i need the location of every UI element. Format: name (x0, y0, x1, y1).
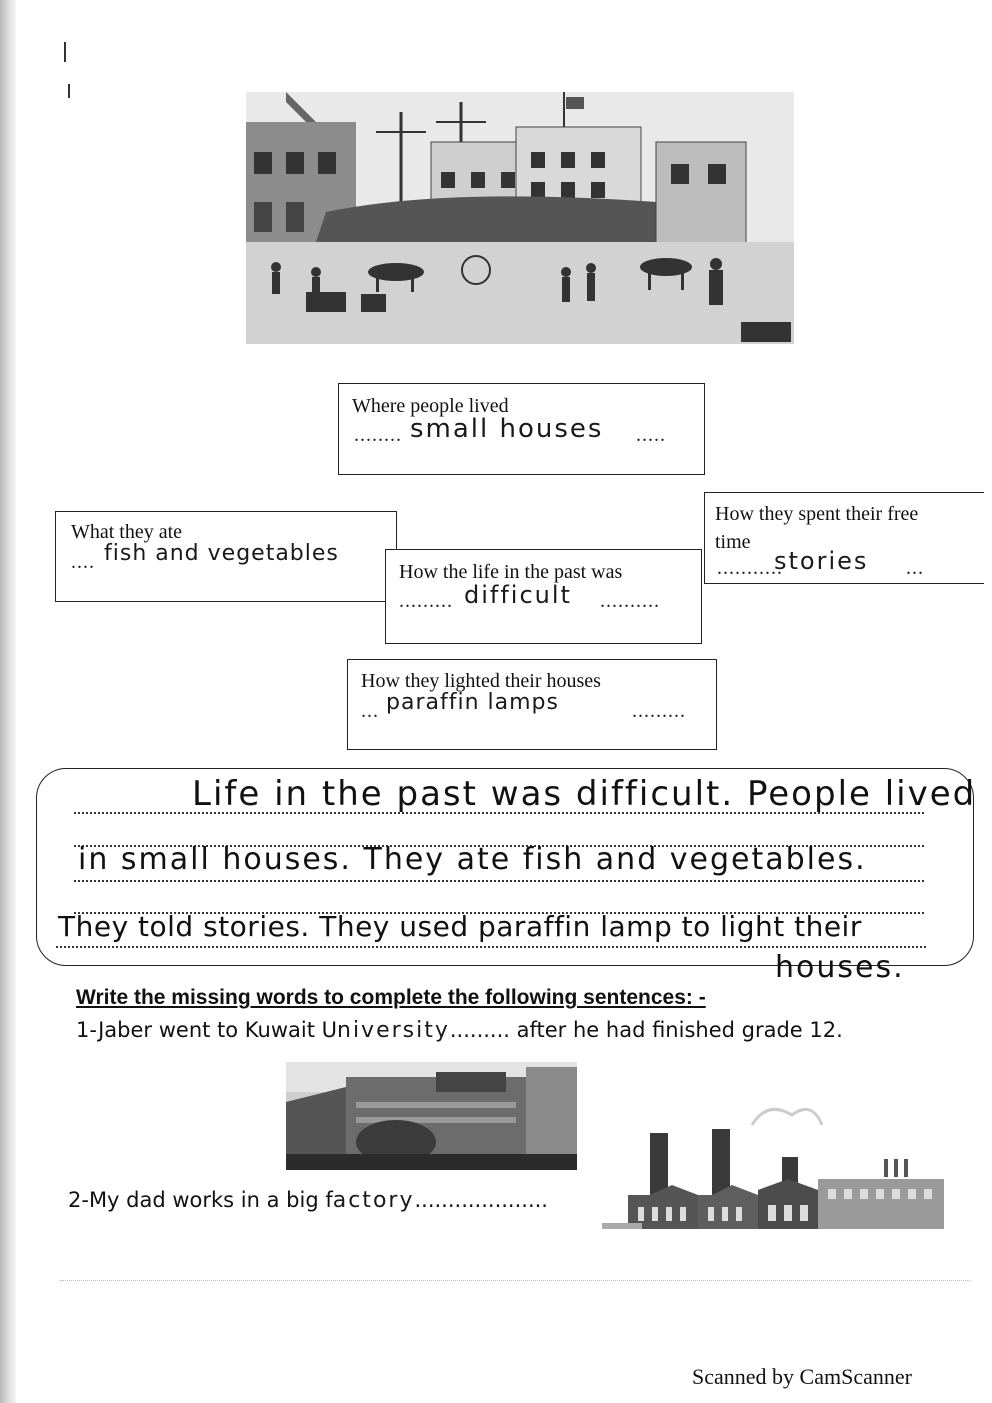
free-time-answer: stories (774, 547, 869, 575)
paragraph-line-2: in small houses. They ate fish and vegetables. (78, 842, 867, 877)
what-they-ate-dots: .... (71, 551, 95, 573)
lighting-dots-after: ......... (632, 700, 686, 722)
scanner-watermark: Scanned by CamScanner (692, 1364, 912, 1389)
sentence-2-end: .................... (414, 1188, 548, 1212)
free-time-dots: ........... (717, 557, 783, 579)
exercise-heading: Write the missing words to complete the following sentences: - (76, 986, 706, 1009)
free-time-prompt-line1: How they spent their free (715, 503, 919, 525)
life-in-past-dots: ......... (399, 590, 453, 612)
sentence-2 (68, 1188, 548, 1213)
what-they-ate-prompt: What they ate (71, 521, 183, 543)
sentence-2-start: 2-My dad works in a big f (68, 1188, 333, 1212)
life-in-past-prompt: How the life in the past was (399, 561, 623, 583)
writing-line (56, 946, 926, 948)
sentence-2-answer: actory (332, 1188, 415, 1213)
sentence-1 (76, 1018, 843, 1043)
free-time-dots-after: ... (906, 557, 924, 579)
lighting-dots: ... (361, 700, 379, 722)
where-people-lived-dots: ........ (354, 424, 402, 446)
paragraph-line-4: houses. (775, 950, 905, 985)
sentence-1-answer: niversity (337, 1018, 450, 1043)
where-people-lived-dots-after: ..... (636, 424, 666, 446)
lighting-answer: paraffin lamps (386, 690, 559, 715)
life-in-past-dots-after: .......... (600, 590, 660, 612)
sentence-1-end: ......... after he had finished grade 12. (449, 1018, 843, 1042)
what-they-ate-answer: fish and vegetables (104, 541, 339, 566)
scan-mark (64, 42, 66, 62)
page-divider (60, 1280, 970, 1281)
scan-edge-shadow (0, 0, 16, 1403)
free-time-prompt-line2: time (715, 531, 751, 553)
where-people-lived-answer: small houses (410, 414, 604, 444)
historic-street-image (246, 92, 794, 344)
lighting-prompt: How they lighted their houses (361, 670, 601, 692)
scan-mark (68, 84, 70, 98)
life-in-past-answer: difficult (464, 581, 572, 609)
university-building-image (286, 1062, 577, 1170)
writing-line (74, 880, 924, 882)
factory-image (602, 1095, 946, 1231)
paragraph-line-3: They told stories. They used paraffin lamp to light their (58, 910, 862, 943)
sentence-1-start: 1-Jaber went to Kuwait U (76, 1018, 337, 1042)
paragraph-line-1: Life in the past was difficult. People lived (192, 774, 977, 814)
where-people-lived-prompt: Where people lived (352, 395, 509, 417)
